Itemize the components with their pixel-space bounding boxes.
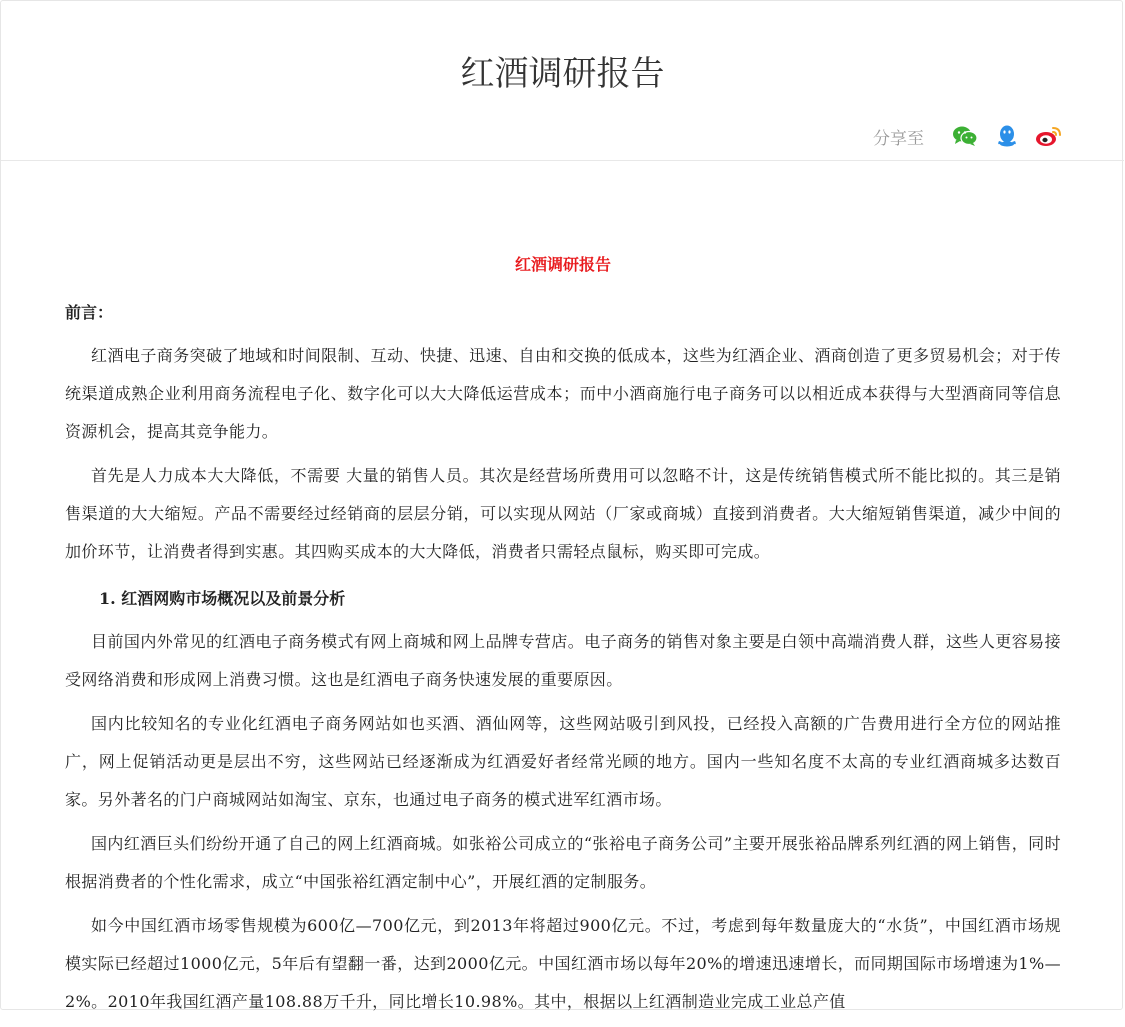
page-title: 红酒调研报告: [460, 54, 665, 94]
document-title: 红酒调研报告: [514, 255, 611, 274]
paragraph: 国内红酒巨头们纷纷开通了自己的网上红酒商城。如张裕公司成立的“张裕电子商务公司”主要开展张裕品牌系列红酒的网上销售，同时根据消费者的个性化需求，成立“中国张裕红酒定制中心”，开展红酒的定制服务。: [65, 834, 1061, 891]
page-header: [1, 1, 1124, 161]
paragraph: 目前国内外常见的红酒电子商务模式有网上商城和网上品牌专营店。电子商务的销售对象主要是白领中高端消费人群，这些人更容易接受网络消费和形成网上消费习惯。这也是红酒电子商务快速发展的重要原因。: [65, 632, 1061, 689]
weibo-icon[interactable]: [1034, 121, 1064, 151]
share-label: 分享至: [873, 128, 924, 149]
paragraph: 首先是人力成本大大降低，不需要 大量的销售人员。其次是经营场所费用可以忽略不计，这是传统销售模式所不能比拟的。其三是销售渠道的大大缩短。产品不需要经过经销商的层层分销，可以实现从网站（厂家或商城）直接到消费者。大大缩短销售渠道，减少中间的加价环节，让消费者得到实惠。其四购买成本的大大降低，消费者只需轻点鼠标，购买即可完成。: [65, 466, 1061, 561]
section-heading: 1. 红酒网购市场概况以及前景分析: [99, 589, 346, 608]
preface-label: 前言：: [65, 303, 114, 322]
paragraph: 红酒电子商务突破了地域和时间限制、互动、快捷、迅速、自由和交换的低成本，这些为红酒企业、酒商创造了更多贸易机会；对于传统渠道成熟企业利用商务流程电子化、数字化可以大大降低运营成本；而中小酒商施行电子商务可以以相近成本获得与大型酒商同等信息资源机会，提高其竞争能力。: [65, 346, 1061, 441]
wechat-icon[interactable]: [950, 121, 980, 151]
article-body: [65, 241, 1061, 1027]
share-bar: [873, 121, 1064, 151]
qq-icon[interactable]: [992, 121, 1022, 151]
paragraph: 国内比较知名的专业化红酒电子商务网站如也买酒、酒仙网等，这些网站吸引到风投，已经投入高额的广告费用进行全方位的网站推广，网上促销活动更是层出不穷，这些网站已经逐渐成为红酒爱好者经常光顾的地方。国内一些知名度不太高的专业红酒商城多达数百家。另外著名的门户商城网站如淘宝、京东，也通过电子商务的模式进军红酒市场。: [65, 714, 1061, 809]
paragraph: 如今中国红酒市场零售规模为600亿—700亿元，到2013年将超过900亿元。不过，考虑到每年数量庞大的“水货”，中国红酒市场规模实际已经超过1000亿元，5年后有望翻一番，达到2000亿元。中国红酒市场以每年20%的增速迅速增长，而同期国际市场增速为1%—2%。2010年我国红酒产量108.88万千升，同比增长10.98%。其中，根据以上红酒制造业完成工业总产值: [65, 916, 1061, 1011]
